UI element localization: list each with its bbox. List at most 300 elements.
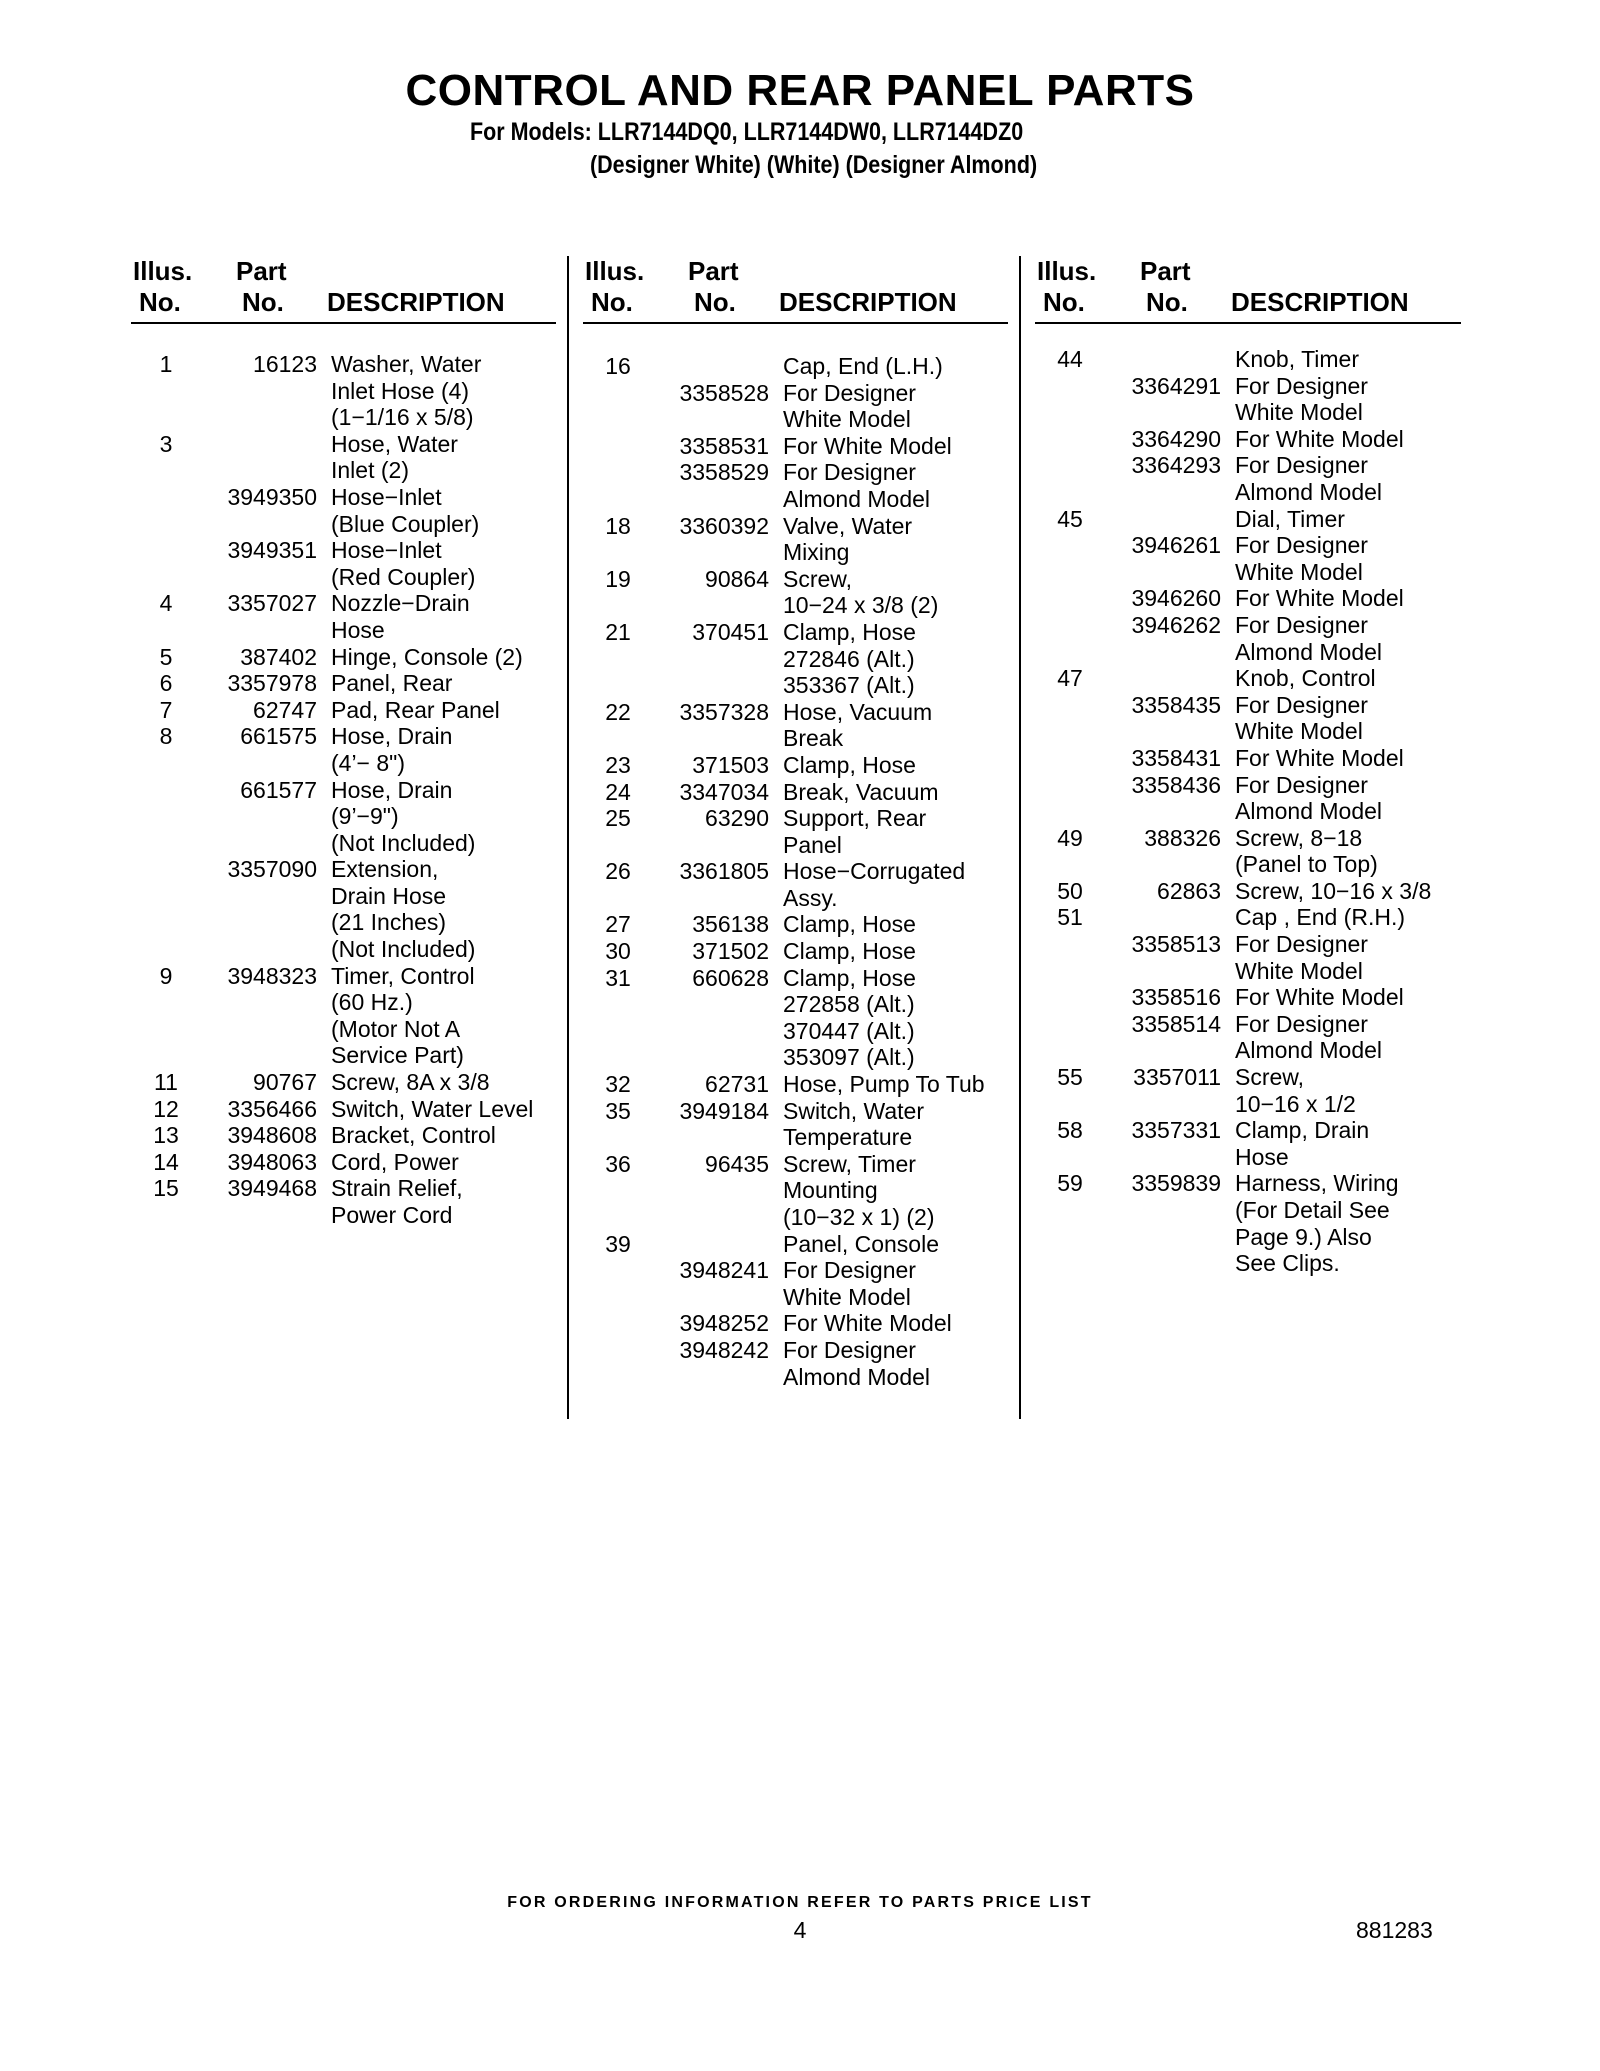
- description: Hose, Pump To Tub: [783, 1071, 985, 1098]
- illus-no: 14: [153, 1148, 179, 1175]
- description: See Clips.: [1235, 1250, 1340, 1277]
- parts-row: [131, 351, 556, 378]
- description: Hose: [1235, 1143, 1289, 1170]
- parts-row: [1035, 373, 1461, 400]
- illus-no: 45: [1057, 505, 1083, 532]
- description: Service Part): [331, 1042, 464, 1069]
- part-no: 3357331: [1131, 1117, 1221, 1144]
- part-no-heading: No.: [242, 287, 284, 317]
- part-no: 63290: [705, 805, 769, 832]
- parts-row: [1035, 718, 1461, 745]
- part-no: 3358516: [1131, 984, 1221, 1011]
- description: For White Model: [783, 432, 952, 459]
- part-no: 3946262: [1131, 611, 1221, 638]
- illus-no: 51: [1057, 904, 1083, 931]
- part-no: 3949351: [227, 537, 317, 564]
- illus-no: 32: [605, 1071, 631, 1098]
- description: Dial, Timer: [1235, 505, 1345, 532]
- description: 10−24 x 3/8 (2): [783, 592, 939, 619]
- description: (1−1/16 x 5/8): [331, 404, 474, 431]
- parts-row: [131, 564, 556, 591]
- parts-row: [1035, 1144, 1461, 1171]
- description: For White Model: [1235, 585, 1404, 612]
- parts-row: [583, 486, 1008, 513]
- parts-column-1: [131, 351, 556, 1229]
- parts-row: [1035, 1250, 1461, 1277]
- parts-row: [583, 566, 1008, 593]
- part-heading: Part: [1140, 256, 1191, 286]
- parts-row: [1035, 692, 1461, 719]
- parts-row: [583, 1364, 1008, 1391]
- parts-row: [583, 938, 1008, 965]
- description: For Designer: [783, 459, 916, 486]
- part-no: 3357011: [1133, 1064, 1221, 1091]
- parts-row: [583, 1151, 1008, 1178]
- description: (For Detail See: [1235, 1197, 1390, 1223]
- parts-row: [131, 537, 556, 564]
- illus-no: 31: [605, 964, 631, 991]
- description: Washer, Water: [331, 351, 482, 377]
- description: Hose, Vacuum: [783, 698, 933, 725]
- part-no: 387402: [240, 643, 317, 670]
- part-no: 62731: [705, 1071, 769, 1098]
- description: Harness, Wiring: [1235, 1170, 1399, 1197]
- description: Screw,: [1235, 1064, 1305, 1091]
- parts-row: [131, 1069, 556, 1096]
- part-no: 3948063: [227, 1148, 317, 1175]
- parts-row: [131, 1175, 556, 1202]
- part-no-heading: No.: [1146, 287, 1188, 317]
- illus-no: 16: [605, 353, 631, 379]
- parts-row: [583, 592, 1008, 619]
- illus-no: 30: [605, 938, 631, 965]
- parts-row: [583, 539, 1008, 566]
- parts-row: [131, 750, 556, 777]
- part-heading: Part: [688, 256, 739, 286]
- parts-row: [583, 1310, 1008, 1337]
- description: Clamp, Hose: [783, 751, 916, 778]
- parts-row: [583, 1257, 1008, 1284]
- description: Almond Model: [1235, 1037, 1383, 1064]
- description: Clamp, Drain: [1235, 1117, 1370, 1144]
- parts-row: [583, 1071, 1008, 1098]
- description: Screw, 8−18: [1235, 824, 1363, 851]
- part-no: 3357090: [227, 856, 317, 883]
- illus-no: 25: [605, 805, 631, 832]
- illus-no: 27: [605, 911, 631, 938]
- description: 272858 (Alt.): [783, 991, 915, 1018]
- description: Clamp, Hose: [783, 618, 916, 645]
- part-no: 3364291: [1131, 372, 1221, 399]
- illus-no: 9: [159, 962, 173, 989]
- part-no: 3358431: [1131, 744, 1221, 771]
- description: Hose−Inlet: [331, 537, 442, 564]
- description: 353367 (Alt.): [783, 672, 915, 699]
- illus-no-heading: No.: [591, 287, 633, 317]
- description: Panel, Rear: [331, 670, 453, 697]
- description: For Designer: [1235, 691, 1368, 718]
- illus-no: 55: [1057, 1064, 1083, 1091]
- parts-row: [1035, 426, 1461, 453]
- part-no: 62747: [253, 696, 317, 723]
- part-no: 3358436: [1131, 771, 1221, 798]
- part-no: 3364290: [1131, 425, 1221, 452]
- part-no: 3357328: [679, 698, 769, 725]
- description: Break, Vacuum: [783, 778, 939, 805]
- parts-column-2: [583, 353, 1008, 1390]
- parts-row: [131, 404, 556, 431]
- part-no: 3948323: [227, 962, 317, 989]
- part-no: 3949468: [227, 1175, 317, 1202]
- description: Mounting: [783, 1177, 878, 1204]
- part-no: 388326: [1144, 824, 1221, 851]
- description: Almond Model: [1235, 478, 1383, 505]
- parts-row: [583, 1098, 1008, 1125]
- description: White Model: [1235, 399, 1363, 426]
- part-no: 3949350: [227, 483, 317, 510]
- parts-row: [131, 1122, 556, 1149]
- parts-row: [1035, 1011, 1461, 1038]
- part-no: 3358513: [1131, 931, 1221, 958]
- parts-row: [131, 989, 556, 1016]
- part-no: 3948242: [679, 1336, 769, 1363]
- description: Cord, Power: [331, 1148, 459, 1175]
- illus-no: 36: [605, 1150, 631, 1177]
- parts-row: [583, 752, 1008, 779]
- description-heading: DESCRIPTION: [779, 287, 957, 317]
- illus-no: 26: [605, 858, 631, 885]
- illus-no: 7: [159, 696, 173, 723]
- description: For White Model: [1235, 425, 1404, 452]
- parts-row: [1035, 1197, 1461, 1224]
- description: Knob, Control: [1235, 665, 1376, 692]
- illus-no-heading: No.: [139, 287, 181, 317]
- parts-row: [583, 672, 1008, 699]
- parts-row: [583, 699, 1008, 726]
- part-heading: Part: [236, 256, 287, 286]
- column-header-3: [1035, 256, 1461, 324]
- part-no: 3946260: [1131, 585, 1221, 612]
- parts-row: [1035, 559, 1461, 586]
- description: Panel: [783, 831, 842, 858]
- part-no: 661577: [240, 776, 317, 803]
- parts-row: [131, 777, 556, 804]
- description: Screw, 10−16 x 3/8: [1235, 877, 1432, 904]
- description: 10−16 x 1/2: [1235, 1090, 1356, 1117]
- parts-row: [1035, 1037, 1461, 1064]
- parts-row: [583, 406, 1008, 433]
- parts-row: [131, 1042, 556, 1069]
- description: Hinge, Console (2): [331, 643, 523, 670]
- part-no: 661575: [240, 723, 317, 750]
- part-no-heading: No.: [694, 287, 736, 317]
- column-divider-1: [567, 256, 569, 1419]
- description: Clamp, Hose: [783, 938, 916, 965]
- parts-row: [1035, 612, 1461, 639]
- parts-row: [1035, 931, 1461, 958]
- description: Drain Hose: [331, 882, 447, 909]
- illus-no: 21: [605, 618, 631, 645]
- description: White Model: [1235, 718, 1363, 745]
- description: Valve, Water: [783, 512, 913, 539]
- description: Power Cord: [331, 1202, 453, 1228]
- description: 353097 (Alt.): [783, 1044, 915, 1071]
- description: Page 9.) Also: [1235, 1223, 1372, 1250]
- illus-no: 23: [605, 751, 631, 778]
- illus-no: 39: [605, 1230, 631, 1257]
- description: Almond Model: [783, 1363, 931, 1390]
- description: Hose−Inlet: [331, 483, 442, 510]
- description: For White Model: [1235, 744, 1404, 771]
- parts-row: [131, 644, 556, 671]
- parts-row: [131, 431, 556, 458]
- parts-row: [1035, 1064, 1461, 1091]
- illus-no: 47: [1057, 665, 1083, 692]
- illus-heading: Illus.: [585, 256, 645, 286]
- part-no: 370451: [692, 618, 769, 645]
- parts-row: [131, 936, 556, 963]
- parts-row: [131, 723, 556, 750]
- part-no: 3948241: [679, 1257, 769, 1284]
- part-no: 3360392: [679, 512, 769, 539]
- parts-row: [583, 965, 1008, 992]
- parts-row: [131, 883, 556, 910]
- illus-no: 8: [159, 723, 173, 750]
- parts-row: [1035, 1117, 1461, 1144]
- description: Hose, Water: [331, 430, 458, 457]
- parts-row: [1035, 772, 1461, 799]
- parts-row: [1035, 745, 1461, 772]
- description: Hose: [331, 616, 385, 643]
- parts-row: [131, 670, 556, 697]
- parts-row: [583, 1204, 1008, 1231]
- parts-row: [131, 1096, 556, 1123]
- illus-no: 15: [153, 1175, 179, 1202]
- part-no: 62863: [1157, 877, 1221, 904]
- parts-row: [1035, 798, 1461, 825]
- illus-no: 35: [605, 1097, 631, 1124]
- document-number: 881283: [1356, 1917, 1433, 1943]
- part-no: 3364293: [1131, 452, 1221, 479]
- illus-no: 49: [1057, 824, 1083, 851]
- illus-no: 13: [153, 1122, 179, 1149]
- illus-no: 6: [159, 670, 173, 697]
- illus-no: 18: [605, 512, 631, 539]
- description: Nozzle−Drain: [331, 590, 470, 617]
- description: Hose−Corrugated: [783, 858, 966, 885]
- description: Extension,: [331, 856, 439, 883]
- parts-row: [1035, 399, 1461, 426]
- illus-no: 3: [159, 430, 173, 457]
- description: Screw,: [783, 565, 853, 592]
- part-no: 3358514: [1131, 1010, 1221, 1037]
- description: Panel, Console: [783, 1230, 939, 1257]
- description: White Model: [783, 406, 911, 433]
- parts-row: [583, 353, 1008, 380]
- illus-heading: Illus.: [1037, 256, 1097, 286]
- part-no: 3361805: [679, 858, 769, 885]
- parts-row: [583, 858, 1008, 885]
- description: For Designer: [783, 379, 916, 406]
- parts-row: [583, 832, 1008, 859]
- description: (Not Included): [331, 829, 476, 856]
- description: Temperature: [783, 1124, 913, 1151]
- parts-row: [131, 511, 556, 538]
- parts-row: [131, 803, 556, 830]
- parts-row: [1035, 479, 1461, 506]
- part-no: 356138: [692, 911, 769, 938]
- column-divider-2: [1019, 256, 1021, 1419]
- part-no: 3356466: [227, 1095, 317, 1122]
- parts-row: [131, 378, 556, 405]
- parts-row: [583, 1231, 1008, 1258]
- part-no: 3948252: [679, 1310, 769, 1337]
- parts-row: [583, 725, 1008, 752]
- part-no: 90767: [253, 1069, 317, 1096]
- part-no: 3358531: [679, 432, 769, 459]
- parts-row: [1035, 878, 1461, 905]
- description: Clamp, Hose: [783, 911, 916, 938]
- parts-row: [583, 1018, 1008, 1045]
- illus-no-heading: No.: [1043, 287, 1085, 317]
- description: For Designer: [1235, 452, 1368, 479]
- parts-row: [131, 484, 556, 511]
- parts-row: [1035, 958, 1461, 985]
- parts-row: [583, 646, 1008, 673]
- description: Hose, Drain: [331, 723, 453, 750]
- parts-row: [1035, 984, 1461, 1011]
- description: Inlet (2): [331, 457, 409, 484]
- parts-row: [1035, 585, 1461, 612]
- description: 370447 (Alt.): [783, 1017, 915, 1044]
- description: For Designer: [783, 1257, 916, 1284]
- parts-row: [583, 1044, 1008, 1071]
- models-line: For Models: LLR7144DQ0, LLR7144DW0, LLR7144DZ0: [470, 118, 1024, 146]
- description: Almond Model: [1235, 638, 1383, 665]
- part-no: 3946261: [1131, 532, 1221, 559]
- part-no: 3357027: [227, 590, 317, 617]
- parts-row: [583, 911, 1008, 938]
- part-no: 3358435: [1131, 691, 1221, 718]
- parts-row: [131, 1016, 556, 1043]
- parts-row: [131, 1202, 556, 1229]
- description: Hose, Drain: [331, 776, 453, 803]
- parts-row: [131, 1149, 556, 1176]
- parts-row: [131, 617, 556, 644]
- parts-row: [1035, 825, 1461, 852]
- illus-no: 22: [605, 698, 631, 725]
- parts-row: [583, 991, 1008, 1018]
- description: Strain Relief,: [331, 1175, 463, 1202]
- parts-row: [131, 963, 556, 990]
- illus-no: 1: [159, 351, 173, 377]
- illus-no: 50: [1057, 877, 1083, 904]
- description: For Designer: [1235, 771, 1368, 798]
- part-no: 16123: [253, 351, 317, 377]
- parts-row: [583, 805, 1008, 832]
- description: For Designer: [1235, 611, 1368, 638]
- description: White Model: [1235, 957, 1363, 984]
- column-header-1: [131, 256, 556, 324]
- description: White Model: [783, 1283, 911, 1310]
- parts-row: [583, 619, 1008, 646]
- description: For Designer: [1235, 372, 1368, 399]
- description: (21 Inches): [331, 909, 447, 936]
- page-number: 4: [793, 1917, 807, 1943]
- illus-no: 19: [605, 565, 631, 592]
- description: Almond Model: [783, 485, 931, 512]
- parts-row: [583, 1284, 1008, 1311]
- description: For Designer: [1235, 931, 1368, 958]
- description: Cap , End (R.H.): [1235, 904, 1405, 931]
- description: Bracket, Control: [331, 1122, 496, 1149]
- parts-row: [1035, 452, 1461, 479]
- parts-row: [1035, 532, 1461, 559]
- description-heading: DESCRIPTION: [1231, 287, 1409, 317]
- parts-row: [1035, 665, 1461, 692]
- parts-row: [583, 433, 1008, 460]
- parts-row: [583, 885, 1008, 912]
- description: Pad, Rear Panel: [331, 696, 500, 723]
- description-heading: DESCRIPTION: [327, 287, 505, 317]
- description: 272846 (Alt.): [783, 645, 915, 672]
- description: Support, Rear: [783, 805, 927, 832]
- part-no: 3358528: [679, 379, 769, 406]
- illus-no: 12: [153, 1095, 179, 1122]
- illus-no: 58: [1057, 1117, 1083, 1144]
- parts-row: [583, 1124, 1008, 1151]
- illus-no: 11: [154, 1069, 178, 1096]
- description: For White Model: [783, 1310, 952, 1337]
- part-no: 90864: [705, 565, 769, 592]
- description: Switch, Water: [783, 1097, 925, 1124]
- parts-row: [583, 459, 1008, 486]
- description: (Red Coupler): [331, 563, 476, 590]
- parts-row: [1035, 506, 1461, 533]
- parts-row: [131, 830, 556, 857]
- variants-line: (Designer White) (White) (Designer Almond): [590, 151, 1038, 179]
- description: Screw, 8A x 3/8: [331, 1069, 490, 1096]
- parts-row: [583, 1337, 1008, 1364]
- parts-row: [131, 856, 556, 883]
- illus-heading: Illus.: [133, 256, 193, 286]
- parts-row: [1035, 1091, 1461, 1118]
- description: Timer, Control: [331, 962, 475, 989]
- description: Mixing: [783, 539, 850, 566]
- parts-row: [1035, 851, 1461, 878]
- part-no: 3358529: [679, 459, 769, 486]
- parts-row: [583, 779, 1008, 806]
- part-no: 371503: [692, 751, 769, 778]
- parts-row: [583, 513, 1008, 540]
- illus-no: 59: [1057, 1170, 1083, 1197]
- description: Switch, Water Level: [331, 1095, 534, 1122]
- part-no: 660628: [692, 964, 769, 991]
- column-header-2: [583, 256, 1008, 324]
- part-no: 3357978: [227, 670, 317, 697]
- description: Break: [783, 725, 844, 752]
- parts-row: [131, 909, 556, 936]
- parts-column-3: [1035, 346, 1461, 1277]
- description: (10−32 x 1) (2): [783, 1204, 935, 1230]
- parts-row: [131, 457, 556, 484]
- illus-no: 4: [159, 590, 173, 617]
- parts-row: [131, 697, 556, 724]
- description: Inlet Hose (4): [331, 377, 470, 404]
- illus-no: 5: [159, 643, 173, 670]
- parts-row: [1035, 346, 1461, 373]
- ordering-note: FOR ORDERING INFORMATION REFER TO PARTS PRICE LIST: [507, 1894, 1093, 1911]
